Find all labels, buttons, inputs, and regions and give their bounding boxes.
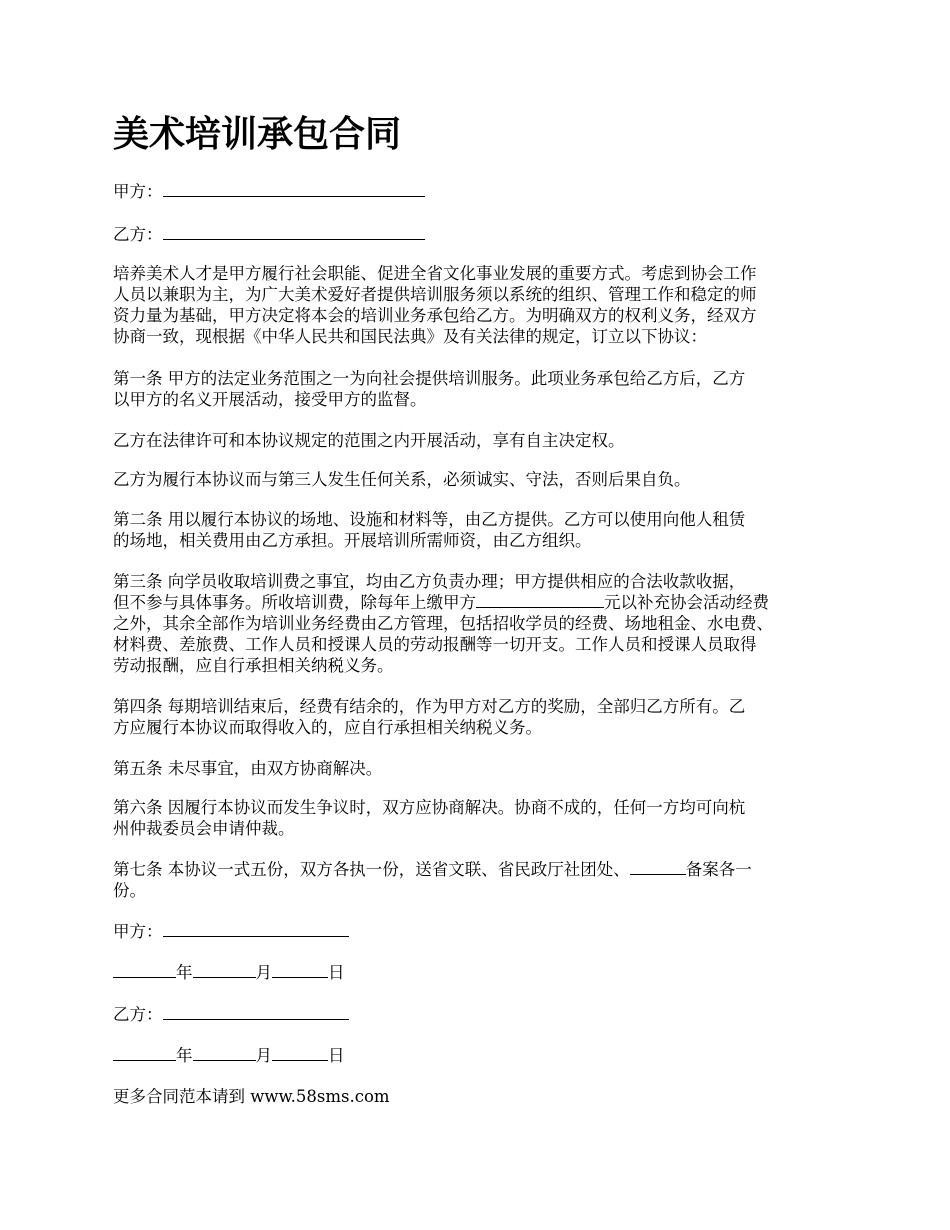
date-line-b xyxy=(113,1045,853,1066)
text-line: 方应履行本协议而取得收入的，应自行承担相关纳税义务。 xyxy=(113,718,542,737)
article-3-paragraph xyxy=(113,571,853,676)
text-line: 材料费、差旅费、工作人员和授课人员的劳动报酬等一切开支。工作人员和授课人员取得 xyxy=(113,635,757,654)
party-b-blank xyxy=(163,224,425,240)
year-blank xyxy=(113,1045,176,1061)
day-label: 日 xyxy=(328,963,345,982)
article-7-paragraph xyxy=(113,859,853,901)
signature-party-b xyxy=(113,1004,853,1025)
party-a-line xyxy=(113,181,853,202)
year-blank xyxy=(113,962,176,978)
year-label: 年 xyxy=(176,963,193,982)
text-line: 乙方为履行本协议而与第三人发生任何关系，必须诚实、守法，否则后果自负。 xyxy=(113,470,691,489)
text-line: 之外，其余全部作为培训业务经费由乙方管理，包括招收学员的经费、场地租金、水电费、 xyxy=(113,614,773,633)
party-b-line xyxy=(113,224,853,245)
signature-a-label: 甲方： xyxy=(113,922,163,941)
article-5-paragraph xyxy=(113,758,853,779)
text-line: 第六条 因履行本协议而发生争议时，双方应协商解决。协商不成的，任何一方均可向杭 xyxy=(113,798,746,817)
text-line: 培养美术人才是甲方履行社会职能、促进全省文化事业发展的重要方式。考虑到协会工作 xyxy=(113,264,757,283)
month-blank xyxy=(193,962,256,978)
footer-note xyxy=(113,1086,853,1107)
year-label: 年 xyxy=(176,1046,193,1065)
text-line: 第三条 向学员收取培训费之事宜，均由乙方负责办理；甲方提供相应的合法收款收据， xyxy=(113,572,746,591)
article-7-suffix: 备案各一 xyxy=(685,860,752,879)
day-blank xyxy=(272,962,328,978)
party-b-label: 乙方： xyxy=(113,225,163,244)
article-3-fee-suffix: 元以补充协会活动经费 xyxy=(604,593,769,612)
text-line: 第五条 未尽事宜，由双方协商解决。 xyxy=(113,759,383,778)
preamble-paragraph xyxy=(113,263,853,347)
article-2-paragraph xyxy=(113,509,853,551)
article-6-paragraph xyxy=(113,797,853,839)
article-7-prefix: 第七条 本协议一式五份，双方各执一份，送省文联、省民政厅社团处、 xyxy=(113,860,630,879)
text-line: 乙方在法律许可和本协议规定的范围之内开展活动，享有自主决定权。 xyxy=(113,431,625,450)
date-line-a xyxy=(113,962,853,983)
text-line xyxy=(113,592,853,613)
month-label: 月 xyxy=(255,1046,272,1065)
text-line xyxy=(113,859,853,880)
day-label: 日 xyxy=(328,1046,345,1065)
article-1-paragraph-2 xyxy=(113,430,853,451)
text-line: 州仲裁委员会申请仲裁。 xyxy=(113,819,295,838)
day-blank xyxy=(272,1045,328,1061)
text-line: 的场地，相关费用由乙方承担。开展培训所需师资，由乙方组织。 xyxy=(113,531,592,550)
text-line: 第四条 每期培训结束后，经费有结余的，作为甲方对乙方的奖励，全部归乙方所有。乙 xyxy=(113,697,746,716)
filing-org-blank xyxy=(630,859,686,875)
article-4-paragraph xyxy=(113,696,853,738)
text-line: 第一条 甲方的法定业务范围之一为向社会提供培训服务。此项业务承包给乙方后，乙方 xyxy=(113,369,746,388)
month-blank xyxy=(193,1045,256,1061)
text-line: 人员以兼职为主，为广大美术爱好者提供培训服务须以系统的组织、管理工作和稳定的师 xyxy=(113,285,757,304)
fee-amount-blank xyxy=(476,592,604,608)
text-line: 第二条 用以履行本协议的场地、设施和材料等，由乙方提供。乙方可以使用向他人租赁 xyxy=(113,510,746,529)
signature-party-a xyxy=(113,921,853,942)
text-line: 协商一致，现根据《中华人民共和国民法典》及有关法律的规定，订立以下协议： xyxy=(113,327,707,346)
month-label: 月 xyxy=(255,963,272,982)
text-line: 以甲方的名义开展活动，接受甲方的监督。 xyxy=(113,390,427,409)
party-a-blank xyxy=(163,181,425,197)
signature-b-blank xyxy=(163,1004,349,1020)
article-1-paragraph xyxy=(113,368,853,410)
document-title: 美术培训承包合同 xyxy=(113,114,402,155)
footer-text: 更多合同范本请到 www.58sms.com xyxy=(113,1087,390,1106)
text-line: 资力量为基础，甲方决定将本会的培训业务承包给乙方。为明确双方的权利义务，经双方 xyxy=(113,306,757,325)
signature-a-blank xyxy=(163,921,349,937)
text-line: 劳动报酬，应自行承担相关纳税义务。 xyxy=(113,656,394,675)
article-3-fee-prefix: 但不参与具体事务。所收培训费，除每年上缴甲方 xyxy=(113,593,476,612)
article-1-paragraph-3 xyxy=(113,469,853,490)
party-a-label: 甲方： xyxy=(113,182,163,201)
signature-b-label: 乙方： xyxy=(113,1005,163,1024)
text-line: 份。 xyxy=(113,881,146,900)
